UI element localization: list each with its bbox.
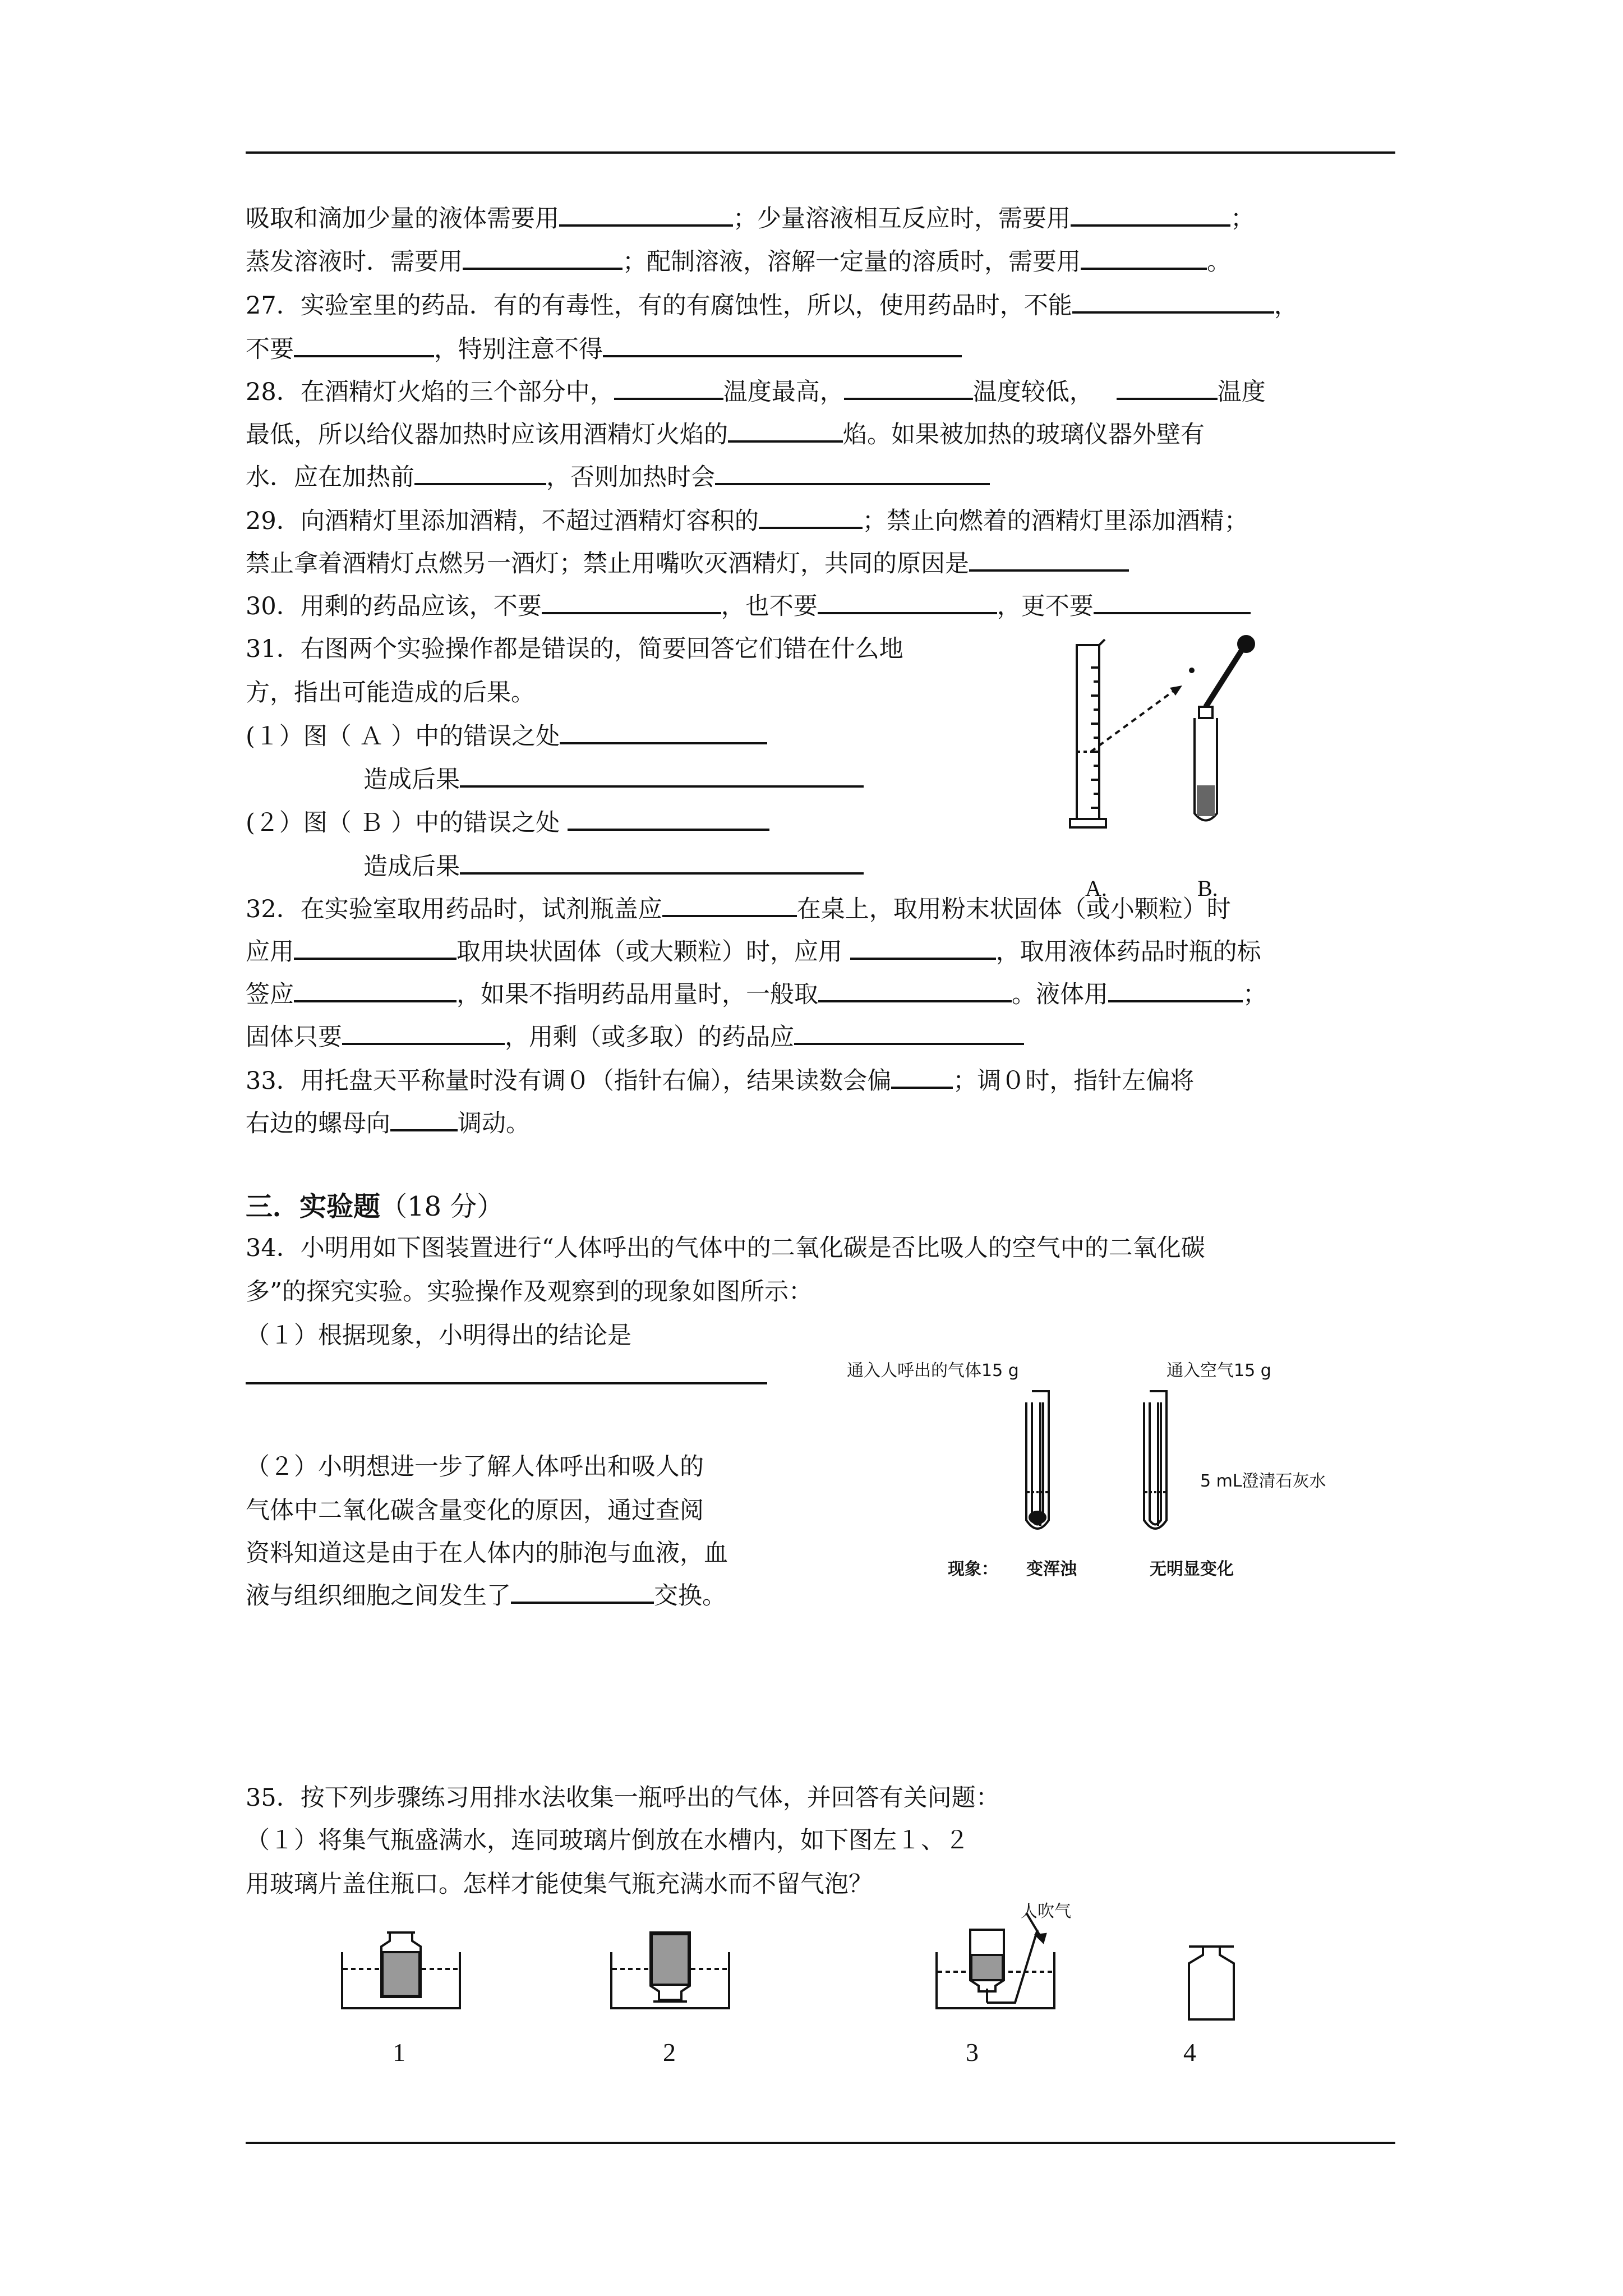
q35-step4-figure [1178,1941,1245,2031]
blank[interactable] [1108,976,1243,1002]
q34-p2-line4: 液与组织细胞之间发生了 交换。 [246,1576,726,1616]
q31-figure [1066,634,1312,881]
q27-line2: 不要 ，特别注意不得 [246,330,962,369]
fig-b-label: B. [1197,876,1218,901]
blank[interactable] [715,458,990,485]
q35-step1-figure [336,1930,471,2019]
blank[interactable] [294,330,434,357]
fig-num-2: 2 [663,2038,676,2067]
graduated-cylinder-icon [1070,639,1106,827]
q35-step2-figure [606,1930,740,2019]
q35-line2: （１）将集气瓶盛满水，连同玻璃片倒放在水槽内，如下图左１、２ [246,1826,969,1855]
fig-num-1: 1 [393,2038,405,2067]
blank[interactable] [460,761,864,788]
q32-line2: 应用 取用块状固体（或大颗粒）时，应用 ，取用液体药品时瓶的标 [246,932,1261,972]
blank[interactable] [969,545,1129,572]
top-rule [246,151,1395,154]
q34-p2-line1: （２）小明想进一步了解人体呼出和吸人的 [246,1453,704,1481]
q31-line1: 31．右图两个实验操作都是错误的，简要回答它们错在什么地 [246,635,903,663]
fig-right-result: 无明显变化 [1150,1559,1234,1579]
q33-line2: 右边的螺母向 调动。 [246,1104,530,1143]
blank[interactable] [1094,587,1251,614]
q32-line4: 固体只要 ，用剩（或多取）的药品应 [246,1018,1024,1057]
test-tube-right-icon [1144,1391,1166,1529]
q34-p2-line3: 资料知道这是由于在人体内的肺泡与血液，血 [246,1539,728,1567]
q33-line1: 33．用托盘天平称量时没有调０（指针右偏），结果读数会偏 ；调０时，指针左偏将 [246,1061,1194,1101]
q26-line1: 吸取和滴加少量的液体需要用 ；少量溶液相互反应时，需要用 ； [246,199,1255,238]
fig-left-result: 变浑浊 [1026,1559,1077,1579]
q31-p2-result: 造成后果 [363,847,864,886]
q30-line: 30．用剩的药品应该，不要 ，也不要 ，更不要 [246,587,1251,626]
blank[interactable] [818,587,997,614]
q31-p2: (２）图（ Ｂ ）中的错误之处 [246,803,769,843]
blank[interactable] [414,458,546,485]
q28-line1: 28．在酒精灯火焰的三个部分中， 温度最高， 温度较低， 温度 [246,372,1266,412]
blank[interactable] [891,1062,953,1089]
blank[interactable] [1071,200,1230,227]
section-title: 三．实验题（18 分） [246,1191,504,1222]
blank[interactable] [1072,287,1274,314]
blank[interactable] [794,1018,1024,1045]
test-tube-left-icon [1026,1391,1049,1529]
blank[interactable] [728,416,843,443]
blank[interactable] [603,330,962,357]
bottom-rule [246,2142,1395,2144]
q34-p1: （１）根据现象，小明得出的结论是 [246,1322,631,1350]
q34-apparatus [1009,1380,1245,1548]
q34-line1: 34．小明用如下图装置进行“人体呼出的气体中的二氧化碳是否比吸人的空气中的二氧化碳 [246,1234,1205,1262]
q31-line2: 方，指出可能造成的后果。 [246,679,535,707]
blank[interactable] [759,502,863,529]
fig-num-3: 3 [966,2038,979,2067]
q29-line1: 29．向酒精灯里添加酒精，不超过酒精灯容积的 ；禁止向燃着的酒精灯里添加酒精； [246,501,1248,541]
q35-step3-figure [931,1907,1077,2019]
blank[interactable] [294,976,457,1002]
fig-volume-label: 5 mL澄清石灰水 [1200,1471,1326,1491]
blank[interactable] [818,976,1012,1002]
q28-line3: 水．应在加热前 ，否则加热时会 [246,458,990,497]
fig-a-label: A. [1085,876,1107,901]
q31-p1: (１）图（ Ａ ）中的错误之处 [246,717,767,756]
q32-line1: 32．在实验室取用药品时，试剂瓶盖应 在桌上，取用粉末状固体（或小颗粒）时 [246,890,1231,929]
blank[interactable] [542,587,721,614]
blank[interactable] [294,933,457,960]
blank[interactable] [1081,243,1207,270]
sight-line-arrow [1091,668,1195,752]
blank[interactable] [390,1105,458,1131]
q34-line2: 多”的探究实验。实验操作及观察到的现象如图所示： [246,1278,813,1306]
q34-answer-blank[interactable] [246,1358,767,1384]
fig-blow-label: 人吹气 [1021,1902,1071,1921]
blank[interactable] [850,933,996,960]
q34-p2-line2: 气体中二氧化碳含量变化的原因，通过查阅 [246,1497,704,1525]
blank[interactable] [342,1018,505,1045]
fig-phenomenon-label: 现象： [948,1559,998,1579]
blank[interactable] [1117,373,1218,400]
test-tube-icon [1195,636,1254,821]
q26-line2: 蒸发溶液时．需要用 ；配制溶液，溶解一定量的溶质时，需要用 。 [246,242,1231,282]
q27-line1: 27．实验室里的药品．有的有毒性，有的有腐蚀性，所以，使用药品时，不能 ， [246,286,1298,325]
blank[interactable] [560,717,767,744]
q32-line3: 签应 ，如果不指明药品用量时，一般取 。液体用 ； [246,975,1267,1014]
gas-bottle-icon [1189,1947,1234,2019]
blank[interactable] [460,848,864,875]
blank[interactable] [614,373,723,400]
q28-line2: 最低，所以给仪器加热时应该用酒精灯火焰的 焰。如果被加热的玻璃仪器外壁有 [246,415,1205,454]
fig-num-4: 4 [1183,2038,1196,2067]
q35-line1: 35．按下列步骤练习用排水法收集一瓶呼出的气体，并回答有关问题： [246,1784,1000,1812]
fig-left-label: 通入人呼出的气体15 g [847,1361,1019,1381]
blank[interactable] [463,243,623,270]
q35-line3: 用玻璃片盖住瓶口。怎样才能使集气瓶充满水而不留气泡？ [246,1870,873,1898]
blank[interactable] [662,890,797,917]
q31-p1-result: 造成后果 [363,760,864,799]
blank[interactable] [568,804,769,831]
q29-line2: 禁止拿着酒精灯点燃另一酒灯；禁止用嘴吹灭酒精灯，共同的原因是 [246,544,1129,583]
blank[interactable] [511,1577,654,1604]
blank[interactable] [844,373,973,400]
blank[interactable] [559,200,733,227]
fig-right-label: 通入空气15 g [1166,1361,1271,1381]
